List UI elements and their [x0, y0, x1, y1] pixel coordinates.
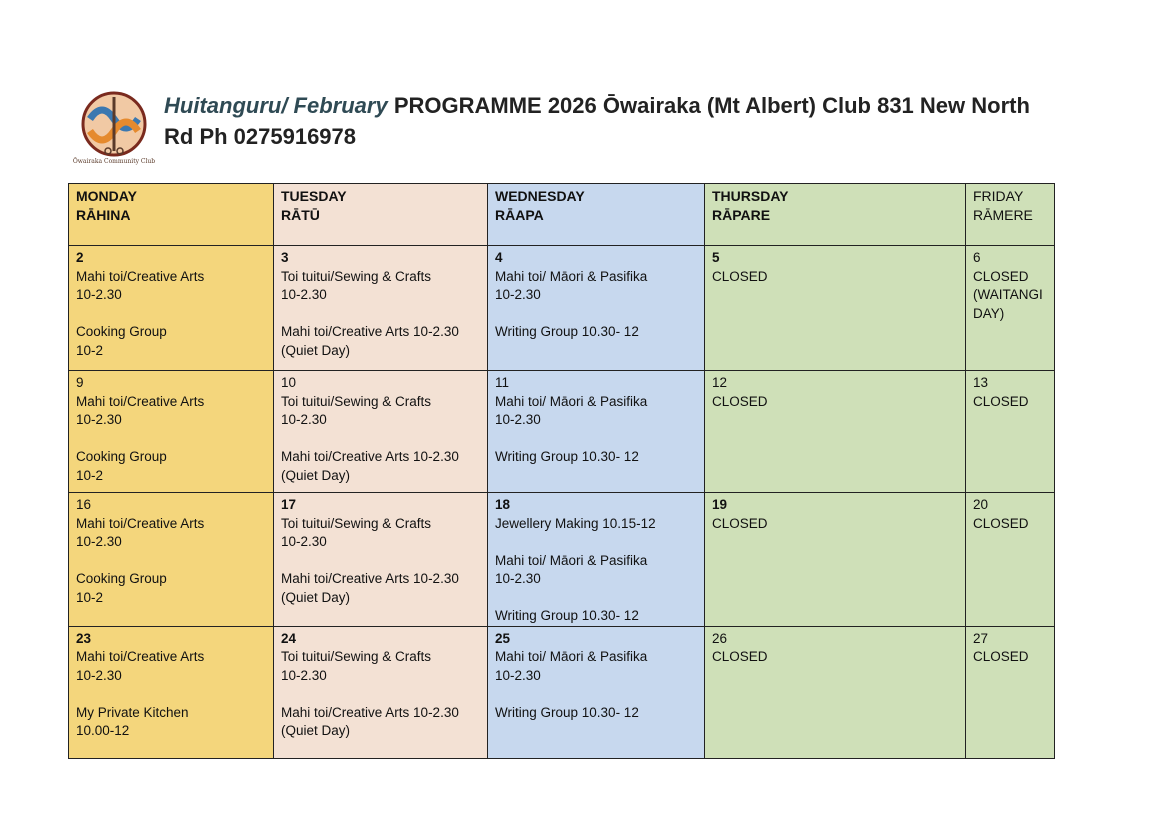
- activity-time: 10-2.30: [281, 287, 327, 302]
- activity-time: 10-2.30: [76, 667, 122, 683]
- activity-time: 10-2.30: [495, 571, 541, 586]
- club-logo: [72, 89, 156, 169]
- activity-time: 10.00-12: [76, 723, 130, 738]
- day-cell: [966, 246, 1055, 371]
- page-title: [164, 90, 1064, 152]
- holiday-note: DAY): [973, 305, 1005, 321]
- date-number: 19: [712, 497, 728, 512]
- date-number: 9: [76, 375, 84, 390]
- closed-label: CLOSED: [712, 515, 768, 531]
- activity: Writing Group 10.30- 12: [495, 704, 639, 720]
- activity: Mahi toi/Creative Arts: [76, 268, 205, 284]
- title-month: Huitanguru/ February: [164, 93, 388, 118]
- activity: Writing Group 10.30- 12: [495, 324, 639, 339]
- activity-time: 10-2.30: [281, 667, 327, 683]
- activity-time: 10-2.30: [495, 412, 541, 427]
- activity-time: 10-2: [76, 467, 104, 483]
- day-cell: [69, 371, 274, 493]
- date-number: 24: [281, 630, 297, 646]
- activity-note: (Quiet Day): [281, 342, 351, 358]
- activity: Mahi toi/Creative Arts: [76, 393, 205, 409]
- header-row: [69, 184, 1055, 246]
- activity: Toi tuitui/Sewing & Crafts: [281, 393, 432, 409]
- activity: Cooking Group: [76, 449, 167, 464]
- closed-label: CLOSED: [973, 268, 1029, 284]
- header-thursday: [705, 184, 966, 246]
- activity-time: 10-2.30: [281, 534, 327, 549]
- closed-label: CLOSED: [712, 268, 768, 284]
- day-cell: [966, 493, 1055, 627]
- activity: My Private Kitchen: [76, 704, 189, 720]
- activity-time: 10-2: [76, 342, 104, 358]
- day-name-mi: RĀPARE: [712, 206, 771, 223]
- closed-label: CLOSED: [973, 649, 1029, 664]
- day-cell: [705, 371, 966, 493]
- activity-time: 10-2.30: [281, 412, 327, 427]
- day-cell: [488, 626, 705, 758]
- date-number: 18: [495, 497, 511, 512]
- header-wednesday: [488, 184, 705, 246]
- header-friday: [966, 184, 1055, 246]
- activity: Mahi toi/ Māori & Pasifika: [495, 268, 648, 284]
- club-logo-icon: [72, 89, 156, 169]
- logo-caption: Ōwairaka Community Club: [72, 158, 156, 165]
- activity: Cooking Group: [76, 324, 167, 339]
- week-row: [69, 493, 1055, 627]
- activity: Mahi toi/Creative Arts 10-2.30: [281, 449, 459, 464]
- day-name-en: FRIDAY: [973, 188, 1024, 204]
- day-cell: [966, 626, 1055, 758]
- week-row: [69, 371, 1055, 493]
- date-number: 12: [712, 375, 728, 390]
- activity: Cooking Group: [76, 571, 167, 586]
- date-number: 5: [712, 250, 720, 265]
- date-number: 3: [281, 250, 289, 265]
- activity-note: (Quiet Day): [281, 589, 351, 605]
- day-name-en: THURSDAY: [712, 188, 789, 204]
- activity-note: (Quiet Day): [281, 467, 351, 483]
- day-cell: [274, 493, 488, 627]
- header-monday: [69, 184, 274, 246]
- day-name-mi: RĀAPA: [495, 206, 544, 223]
- activity: Mahi toi/Creative Arts 10-2.30: [281, 324, 459, 339]
- day-cell: [705, 626, 966, 758]
- date-number: 25: [495, 630, 511, 646]
- activity-note: (Quiet Day): [281, 723, 351, 738]
- holiday-note: (WAITANGI: [973, 287, 1043, 302]
- week-row: [69, 246, 1055, 371]
- closed-label: CLOSED: [712, 649, 768, 664]
- date-number: 16: [76, 497, 92, 512]
- day-cell: [274, 246, 488, 371]
- activity: Mahi toi/ Māori & Pasifika: [495, 649, 648, 664]
- day-cell: [966, 371, 1055, 493]
- date-number: 4: [495, 250, 503, 265]
- date-number: 23: [76, 630, 92, 646]
- closed-label: CLOSED: [712, 393, 768, 409]
- date-number: 27: [973, 630, 989, 646]
- activity: Writing Group 10.30- 12: [495, 449, 639, 464]
- day-cell: [69, 246, 274, 371]
- date-number: 17: [281, 497, 297, 512]
- date-number: 10: [281, 375, 297, 390]
- date-number: 11: [495, 375, 510, 390]
- day-cell: [705, 493, 966, 627]
- activity: Mahi toi/Creative Arts 10-2.30: [281, 704, 459, 720]
- activity: Toi tuitui/Sewing & Crafts: [281, 649, 432, 664]
- activity-time: 10-2.30: [495, 667, 541, 683]
- closed-label: CLOSED: [973, 393, 1029, 409]
- day-cell: [488, 246, 705, 371]
- week-row: [69, 626, 1055, 758]
- programme-table: [68, 183, 1055, 759]
- date-number: 26: [712, 630, 728, 646]
- activity: Toi tuitui/Sewing & Crafts: [281, 515, 432, 531]
- day-cell: [69, 493, 274, 627]
- activity-time: 10-2.30: [76, 534, 122, 549]
- header-tuesday: [274, 184, 488, 246]
- date-number: 2: [76, 250, 84, 265]
- closed-label: CLOSED: [973, 515, 1029, 531]
- day-cell: [69, 626, 274, 758]
- activity-time: 10-2.30: [495, 287, 541, 302]
- day-cell: [488, 371, 705, 493]
- activity: Writing Group 10.30- 12: [495, 608, 639, 623]
- activity: Mahi toi/Creative Arts 10-2.30: [281, 571, 459, 586]
- activity-time: 10-2: [76, 589, 104, 605]
- date-number: 20: [973, 497, 989, 512]
- day-cell: [274, 626, 488, 758]
- date-number: 13: [973, 375, 989, 390]
- activity: Toi tuitui/Sewing & Crafts: [281, 268, 432, 284]
- activity-time: 10-2.30: [76, 287, 122, 302]
- day-name-mi: RĀTŪ: [281, 206, 320, 223]
- day-name-en: WEDNESDAY: [495, 188, 585, 204]
- day-name-en: TUESDAY: [281, 188, 347, 204]
- day-cell: [274, 371, 488, 493]
- date-number: 6: [973, 250, 981, 265]
- day-cell: [705, 246, 966, 371]
- activity-time: 10-2.30: [76, 412, 122, 427]
- title-rest: PROGRAMME 2026 Ōwairaka (Mt Albert) Club 831 New North Rd Ph 0275916978: [164, 93, 1030, 149]
- activity: Mahi toi/Creative Arts: [76, 515, 205, 531]
- day-name-mi: RĀMERE: [973, 206, 1033, 223]
- activity: Mahi toi/ Māori & Pasifika: [495, 393, 648, 409]
- day-cell: [488, 493, 705, 627]
- activity: Mahi toi/ Māori & Pasifika: [495, 552, 648, 568]
- day-name-en: MONDAY: [76, 188, 137, 204]
- activity: Jewellery Making 10.15-12: [495, 515, 656, 531]
- activity: Mahi toi/Creative Arts: [76, 649, 205, 664]
- day-name-mi: RĀHINA: [76, 206, 131, 223]
